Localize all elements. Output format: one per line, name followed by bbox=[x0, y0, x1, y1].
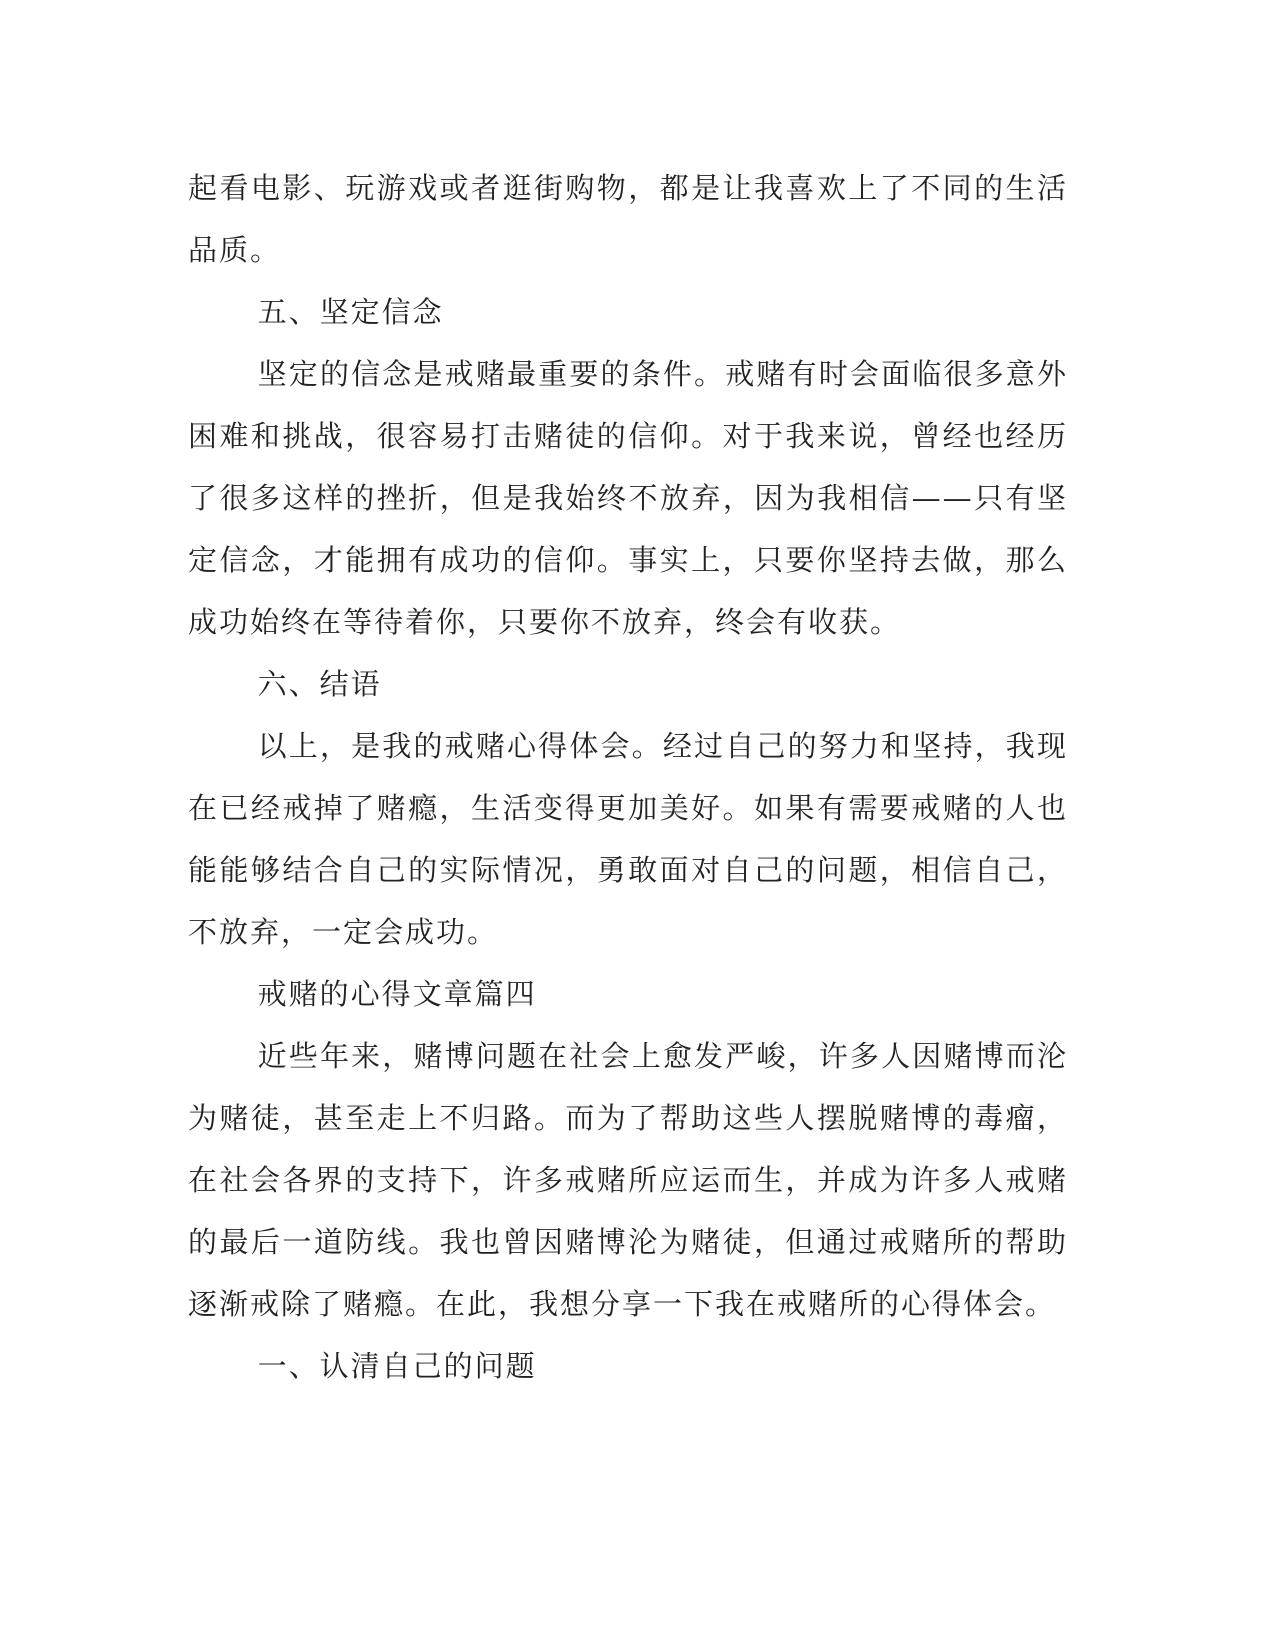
section-heading-one: 一、认清自己的问题 bbox=[257, 1349, 537, 1383]
article-title-part-four: 戒赌的心得文章篇四 bbox=[257, 977, 537, 1011]
paragraph-firm-belief: 坚定的信念是戒赌最重要的条件。戒赌有时会面临很多意外困难和挑战，很容易打击赌徒的信仰。对于我来说，曾经也经历了很多这样的挫折，但是我始终不放弃，因为我相信——只有坚定信念，才能拥有成功的信仰。事实上，只要你坚持去做，那么成功始终在等待着你，只要你不放弃，终会有收获。 bbox=[188, 357, 1068, 639]
section-heading-five: 五、坚定信念 bbox=[257, 295, 444, 329]
paragraph-conclusion: 以上，是我的戒赌心得体会。经过自己的努力和坚持，我现在已经戒掉了赌瘾，生活变得更加美好。如果有需要戒赌的人也能能够结合自己的实际情况，勇敢面对自己的问题，相信自己，不放弃，一定会成功。 bbox=[188, 729, 1068, 949]
paragraph-introduction: 近些年来，赌博问题在社会上愈发严峻，许多人因赌博而沦为赌徒，甚至走上不归路。而为了帮助这些人摆脱赌博的毒瘤，在社会各界的支持下，许多戒赌所应运而生，并成为许多人戒赌的最后一道防线。我也曾因赌博沦为赌徒，但通过戒赌所的帮助逐渐戒除了赌瘾。在此，我想分享一下我在戒赌所的心得体会。 bbox=[188, 1039, 1068, 1321]
section-heading-six: 六、结语 bbox=[257, 667, 382, 701]
paragraph-continuation: 起看电影、玩游戏或者逛街购物，都是让我喜欢上了不同的生活品质。 bbox=[188, 171, 1068, 267]
document-body bbox=[188, 157, 1068, 1397]
